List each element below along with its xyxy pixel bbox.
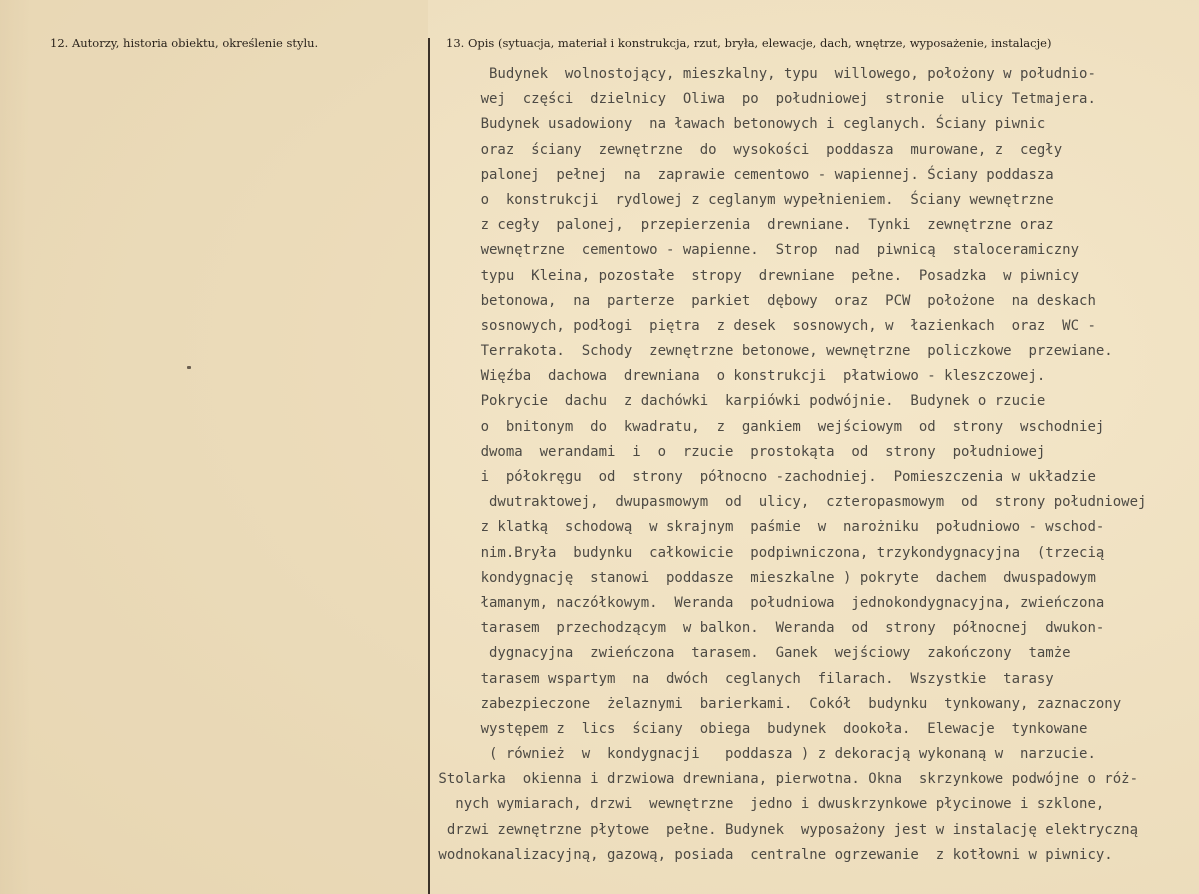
description-line: drzwi zewnętrzne płytowe pełne. Budynek wyposażony jest w instalację elektryczną <box>430 821 1139 838</box>
description-line: wewnętrzne cementowo - wapienne. Strop nad piwnicą staloceramiczny <box>430 242 1080 259</box>
description-text-block <box>430 62 1195 868</box>
description-line: łamanym, naczółkowym. Weranda południowa jednokondygnacyjna, zwieńczona <box>430 594 1105 611</box>
description-line: Budynek usadowiony na ławach betonowych i ceglanych. Ściany piwnic <box>430 116 1046 133</box>
description-line: sosnowych, podłogi piętra z desek sosnowych, w łazienkach oraz WC - <box>430 317 1096 334</box>
description-line: z cegły palonej, przepierzenia drewniane. Tynki zewnętrzne oraz <box>430 217 1054 234</box>
description-line: typu Kleina, pozostałe stropy drewniane pełne. Posadzka w piwnicy <box>430 267 1080 284</box>
description-line: Więźba dachowa drewniana o konstrukcji płatwiowo - kleszczowej. <box>430 368 1046 385</box>
description-line: dwoma werandami i o rzucie prostokąta od strony południowej <box>430 443 1046 460</box>
description-line: kondygnację stanowi poddasze mieszkalne ) pokryte dachem dwuspadowym <box>430 569 1096 586</box>
description-line: betonowa, na parterze parkiet dębowy oraz PCW położone na deskach <box>430 292 1096 309</box>
description-line: Terrakota. Schody zewnętrzne betonowe, wewnętrzne policzkowe przewiane. <box>430 343 1113 360</box>
description-line: nych wymiarach, drzwi wewnętrzne jedno i dwuskrzynkowe płycinowe i szklone, <box>430 796 1105 813</box>
description-line: ( również w kondygnacji poddasza ) z dekoracją wykonaną w narzucie. <box>430 746 1096 763</box>
description-line: tarasem wspartym na dwóch ceglanych filarach. Wszystkie tarasy <box>430 670 1054 687</box>
description-line: oraz ściany zewnętrzne do wysokości poddasza murowane, z cegły <box>430 141 1063 158</box>
section-12-heading: 12. Autorzy, historia obiektu, określenie stylu. <box>50 36 319 50</box>
description-line: Budynek wolnostojący, mieszkalny, typu willowego, położony w południo- <box>430 66 1096 82</box>
description-line: dwutraktowej, dwupasmowym od ulicy, czteropasmowym od strony południowej <box>430 494 1147 511</box>
description-line: tarasem przechodzącym w balkon. Weranda od strony północnej dwukon- <box>430 620 1105 637</box>
description-line: palonej pełnej na zaprawie cementowo - wapiennej. Ściany poddasza <box>430 166 1054 183</box>
description-line: dygnacyjna zwieńczona tarasem. Ganek wejściowy zakończony tamże <box>430 645 1071 662</box>
description-line: z klatką schodową w skrajnym paśmie w narożniku południowo - wschod- <box>430 519 1105 536</box>
description-line: Pokrycie dachu z dachówki karpiówki podwójnie. Budynek o rzucie <box>430 393 1046 410</box>
description-line: nim.Bryła budynku całkowicie podpiwniczona, trzykondygnacyjna (trzecią <box>430 544 1105 561</box>
ink-mark <box>187 366 191 369</box>
description-line: Stolarka okienna i drzwiowa drewniana, pierwotna. Okna skrzynkowe podwójne o róż- <box>430 771 1139 788</box>
left-column-section-12 <box>0 0 428 894</box>
description-line: o konstrukcji rydlowej z ceglanym wypełnieniem. Ściany wewnętrzne <box>430 191 1054 208</box>
description-line: wodnokanalizacyjną, gazową, posiada centralne ogrzewanie z kotłowni w piwnicy. <box>430 846 1113 863</box>
description-line: i półokręgu od strony północno -zachodniej. Pomieszczenia w układzie <box>430 469 1096 485</box>
description-line: o bnitonym do kwadratu, z gankiem wejściowym od strony wschodniej <box>430 418 1105 435</box>
description-line: wej części dzielnicy Oliwa po południowej stronie ulicy Tetmajera. <box>430 91 1096 108</box>
section-13-heading: 13. Opis (sytuacja, materiał i konstrukcja, rzut, bryła, elewacje, dach, wnętrze, wyposażenie, instalacje) <box>446 36 1052 50</box>
description-line: występem z lics ściany obiega budynek dookoła. Elewacje tynkowane <box>430 720 1088 737</box>
description-line: zabezpieczone żelaznymi barierkami. Cokół budynku tynkowany, zaznaczony <box>430 695 1122 712</box>
